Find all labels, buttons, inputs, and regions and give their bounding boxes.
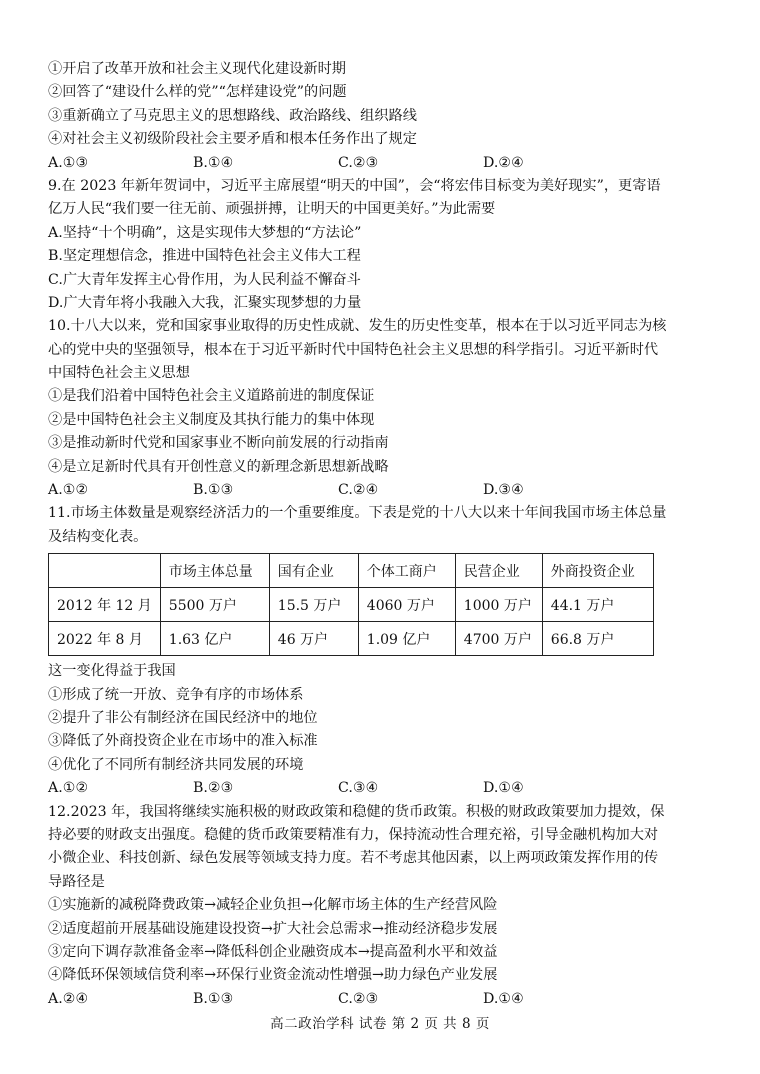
- statement-4: ④降低环保领域信贷利率→环保行业资金流动性增强→助力绿色产业发展: [48, 967, 498, 984]
- statement-2: ②提升了非公有制经济在国民经济中的地位: [48, 709, 318, 726]
- question-11: [48, 502, 716, 800]
- question-stem-line: 导路径是: [48, 873, 105, 890]
- table-cell: 2012 年 12 月: [49, 588, 161, 622]
- statement-3: ③重新确立了马克思主义的思想路线、政治路线、组织路线: [48, 107, 417, 124]
- prev-question: [48, 58, 716, 175]
- table-row: [49, 622, 654, 656]
- option-b: B.①④: [193, 154, 234, 171]
- answer-options: [48, 988, 716, 1011]
- page-footer: 高二政治学科 试卷 第 2 页 共 8 页: [270, 1016, 490, 1032]
- table-cell: 44.1 万户: [542, 588, 653, 622]
- table-cell: 1000 万户: [455, 588, 542, 622]
- option-d: D.①④: [483, 780, 524, 797]
- statement-3: ③是推动新时代党和国家事业不断向前发展的行动指南: [48, 435, 389, 452]
- option-a: A.②④: [48, 990, 89, 1007]
- option-c: C.②③: [338, 990, 379, 1007]
- table-header-cell: 个体工商户: [358, 554, 455, 588]
- option-b: B.①③: [193, 482, 234, 499]
- question-stem-line: 持必要的财政支出强度。稳健的货币政策要精准有力，保持流动性合理充裕，引导金融机构加大对: [48, 826, 659, 843]
- table-row: [49, 588, 654, 622]
- question-stem-line: 小微企业、科技创新、绿色发展等领域支持力度。若不考虑其他因素，以上两项政策发挥作用的传: [48, 850, 659, 867]
- statement-3: ③降低了外商投资企业在市场中的准入标准: [48, 733, 318, 750]
- answer-options: [48, 152, 716, 175]
- question-stem-line: 12.2023 年，我国将继续实施积极的财政政策和稳健的货币政策。积极的财政政策要加力提效，保: [48, 803, 665, 820]
- question-stem-line: 中国特色社会主义思想: [48, 365, 190, 382]
- statement-4: ④对社会主义初级阶段社会主要矛盾和根本任务作出了规定: [48, 131, 417, 148]
- option-c: C.②④: [338, 482, 379, 499]
- statement-1: ①形成了统一开放、竞争有序的市场体系: [48, 686, 304, 703]
- option-b: B.②③: [193, 780, 234, 797]
- answer-options: [48, 777, 716, 800]
- statement-1: ①是我们沿着中国特色社会主义道路前进的制度保证: [48, 388, 375, 405]
- table-cell: 1.09 亿户: [358, 622, 455, 656]
- question-prompt: 这一变化得益于我国: [48, 663, 176, 680]
- table-cell: 15.5 万户: [269, 588, 358, 622]
- option-d: D.①④: [483, 990, 524, 1007]
- option-a: A.①②: [48, 482, 89, 499]
- table-cell: 46 万户: [269, 622, 358, 656]
- answer-options: [48, 479, 716, 502]
- table-header-cell: [49, 554, 161, 588]
- table-header-cell: 市场主体总量: [160, 554, 269, 588]
- table-cell: 66.8 万户: [542, 622, 653, 656]
- statement-1: ①开启了改革开放和社会主义现代化建设新时期: [48, 61, 346, 77]
- table-cell: 4700 万户: [455, 622, 542, 656]
- question-stem-line: 9.在 2023 年新年贺词中，习近平主席展望“明天的中国”，会“将宏伟目标变为美好现实”，更寄语: [48, 177, 661, 194]
- option-d: D.③④: [483, 482, 524, 499]
- statement-3: ③定向下调存款准备金率→降低科创企业融资成本→提高盈利水平和效益: [48, 943, 498, 960]
- statement-4: ④优化了不同所有制经济共同发展的环境: [48, 756, 304, 773]
- question-stem-line: 10.十八大以来，党和国家事业取得的历史性成就、发生的历史性变革，根本在于以习近平同志为核: [48, 318, 667, 335]
- question-stem-line: 亿万人民“我们要一往无前、顽强拼搏，让明天的中国更美好。”为此需要: [48, 201, 496, 218]
- question-stem-line: 及结构变化表。: [48, 528, 148, 545]
- table-cell: 4060 万户: [358, 588, 455, 622]
- question-9: [48, 175, 716, 315]
- statement-1: ①实施新的减税降费政策→减轻企业负担→化解市场主体的生产经营风险: [48, 897, 498, 914]
- exam-page: [48, 58, 716, 1011]
- choice-c: C.广大青年发挥主心骨作用，为人民利益不懈奋斗: [48, 271, 361, 288]
- question-stem-line: 11.市场主体数量是观察经济活力的一个重要维度。下表是党的十八大以来十年间我国市场主体总量: [48, 505, 667, 522]
- statement-2: ②回答了“建设什么样的党”“怎样建设党”的问题: [48, 84, 347, 101]
- market-entity-table: [48, 553, 654, 656]
- question-12: [48, 801, 716, 1012]
- table-header-cell: 国有企业: [269, 554, 358, 588]
- option-b: B.①③: [193, 990, 234, 1007]
- statement-2: ②是中国特色社会主义制度及其执行能力的集中体现: [48, 411, 375, 428]
- table-header-cell: 外商投资企业: [542, 554, 653, 588]
- table-cell: 2022 年 8 月: [49, 622, 161, 656]
- statement-4: ④是立足新时代具有开创性意义的新理念新思想新战略: [48, 458, 389, 475]
- question-stem-line: 心的党中央的坚强领导，根本在于习近平新时代中国特色社会主义思想的科学指引。习近平新时代: [48, 341, 659, 358]
- choice-d: D.广大青年将小我融入大我，汇聚实现梦想的力量: [48, 294, 362, 311]
- table-cell: 1.63 亿户: [160, 622, 269, 656]
- question-10: [48, 315, 716, 502]
- option-a: A.①②: [48, 780, 89, 797]
- option-c: C.②③: [338, 154, 379, 171]
- option-c: C.③④: [338, 780, 379, 797]
- option-a: A.①③: [48, 154, 89, 171]
- statement-2: ②适度超前开展基础设施建设投资→扩大社会总需求→推动经济稳步发展: [48, 920, 498, 937]
- choice-a: A.坚持“十个明确”，这是实现伟大梦想的“方法论”: [48, 224, 362, 241]
- table-cell: 5500 万户: [160, 588, 269, 622]
- choice-b: B.坚定理想信念，推进中国特色社会主义伟大工程: [48, 248, 361, 265]
- table-header-cell: 民营企业: [455, 554, 542, 588]
- table-header-row: [49, 554, 654, 588]
- option-d: D.②④: [483, 154, 524, 171]
